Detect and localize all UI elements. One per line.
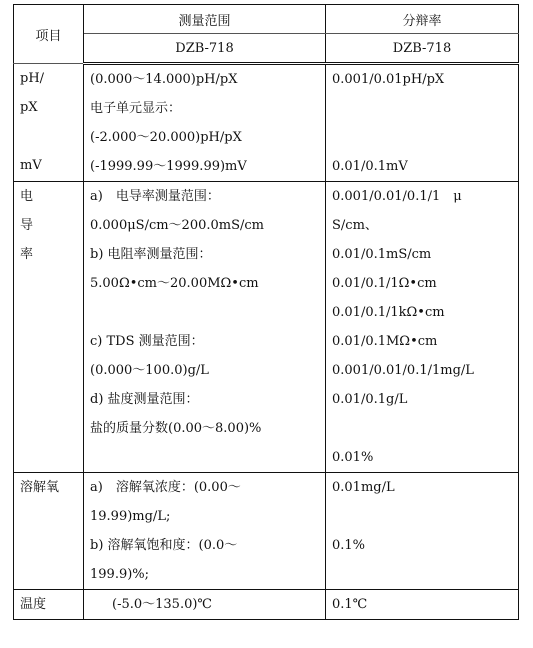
conductivity-resolution-line-7: 0.001/0.01/0.1/1mg/L [332, 363, 474, 378]
ph-resolution-line-3 [332, 123, 512, 152]
ph-resolution-cell [326, 64, 519, 182]
ph-label-cell [14, 64, 84, 182]
header-item: 项目 [14, 5, 84, 64]
conductivity-resolution-cell [326, 182, 519, 473]
conductivity-range-cell [84, 182, 326, 473]
conductivity-range-line-4: 5.00Ω•cm～20.00MΩ•cm [90, 276, 259, 291]
conductivity-label-cell [14, 182, 84, 473]
oxygen-resolution-line-3: 0.1% [332, 538, 366, 553]
ph-resolution-line-2 [332, 94, 512, 123]
row-dissolved-oxygen [14, 473, 519, 590]
conductivity-resolution-line-5: 0.01/0.1/1kΩ•cm [332, 305, 445, 320]
header-range-model: DZB-718 [84, 34, 326, 64]
header-row [14, 5, 519, 34]
row-conductivity [14, 182, 519, 473]
conductivity-resolution-line-9 [332, 414, 512, 443]
conductivity-range-line-8: d) 盐度测量范围： [90, 392, 199, 407]
temperature-label: 温度 [20, 597, 47, 612]
ph-range-line-4: (-1999.99～1999.99)mV [90, 159, 247, 174]
conductivity-label-line-1: 电 [20, 189, 34, 204]
oxygen-resolution-line-1: 0.01mg/L [332, 480, 395, 495]
oxygen-resolution-line-4 [332, 560, 512, 589]
conductivity-range-line-2: 0.000μS/cm～200.0mS/cm [90, 218, 264, 233]
ph-label-line-3 [20, 122, 77, 151]
oxygen-range-line-1: a) 溶解氧浓度：(0.00～ [90, 480, 241, 495]
ph-label-line-1: pH/ [20, 71, 45, 86]
conductivity-range-line-6: c) TDS 测量范围： [90, 334, 204, 349]
ph-resolution-line-1: 0.001/0.01pH/pX [332, 72, 445, 87]
conductivity-resolution-line-6: 0.01/0.1MΩ•cm [332, 334, 438, 349]
ph-range-cell [84, 64, 326, 182]
conductivity-resolution-line-2: S/cm、 [332, 218, 378, 233]
conductivity-resolution-line-1: 0.001/0.01/0.1/1 μ [332, 189, 462, 204]
header-resolution-model: DZB-718 [326, 34, 519, 64]
oxygen-range-line-3: b) 溶解氧饱和度：(0.0～ [90, 538, 238, 553]
conductivity-range-line-7: (0.000～100.0)g/L [90, 363, 209, 378]
ph-label-line-4: mV [20, 158, 42, 173]
ph-label-line-2: pX [20, 100, 38, 115]
ph-resolution-line-4: 0.01/0.1mV [332, 159, 408, 174]
oxygen-range-cell [84, 473, 326, 590]
ph-range-line-2: 电子单元显示： [90, 101, 182, 116]
conductivity-resolution-line-10: 0.01% [332, 450, 374, 465]
oxygen-resolution-line-2 [332, 502, 512, 531]
row-temperature [14, 590, 519, 620]
oxygen-range-line-4: 199.9)%; [90, 567, 150, 582]
conductivity-range-line-5 [90, 298, 319, 327]
oxygen-label: 溶解氧 [20, 480, 60, 495]
conductivity-label-line-2: 导 [20, 218, 34, 233]
oxygen-label-cell [14, 473, 84, 590]
header-resolution: 分辩率 [326, 5, 519, 34]
temperature-range-cell [84, 590, 326, 620]
header-range: 测量范围 [84, 5, 326, 34]
conductivity-range-line-3: b) 电阻率测量范围： [90, 247, 212, 262]
ph-range-line-1: (0.000～14.000)pH/pX [90, 72, 238, 87]
conductivity-resolution-line-8: 0.01/0.1g/L [332, 392, 408, 407]
oxygen-resolution-cell [326, 473, 519, 590]
temperature-resolution: 0.1℃ [332, 597, 368, 612]
oxygen-range-line-2: 19.99)mg/L; [90, 509, 171, 524]
conductivity-range-line-10 [90, 443, 319, 472]
conductivity-range-line-9: 盐的质量分数(0.00～8.00)% [90, 421, 262, 436]
temperature-range: (-5.0～135.0)℃ [112, 597, 212, 612]
row-ph [14, 64, 519, 182]
conductivity-range-line-1: a) 电导率测量范围： [90, 189, 220, 204]
header-model-row [14, 34, 519, 64]
conductivity-resolution-line-3: 0.01/0.1mS/cm [332, 247, 432, 262]
conductivity-label-line-3: 率 [20, 247, 34, 262]
temperature-resolution-cell [326, 590, 519, 620]
ph-range-line-3: (-2.000～20.000)pH/pX [90, 130, 242, 145]
spec-table [13, 4, 519, 620]
conductivity-resolution-line-4: 0.01/0.1/1Ω•cm [332, 276, 437, 291]
temperature-label-cell [14, 590, 84, 620]
